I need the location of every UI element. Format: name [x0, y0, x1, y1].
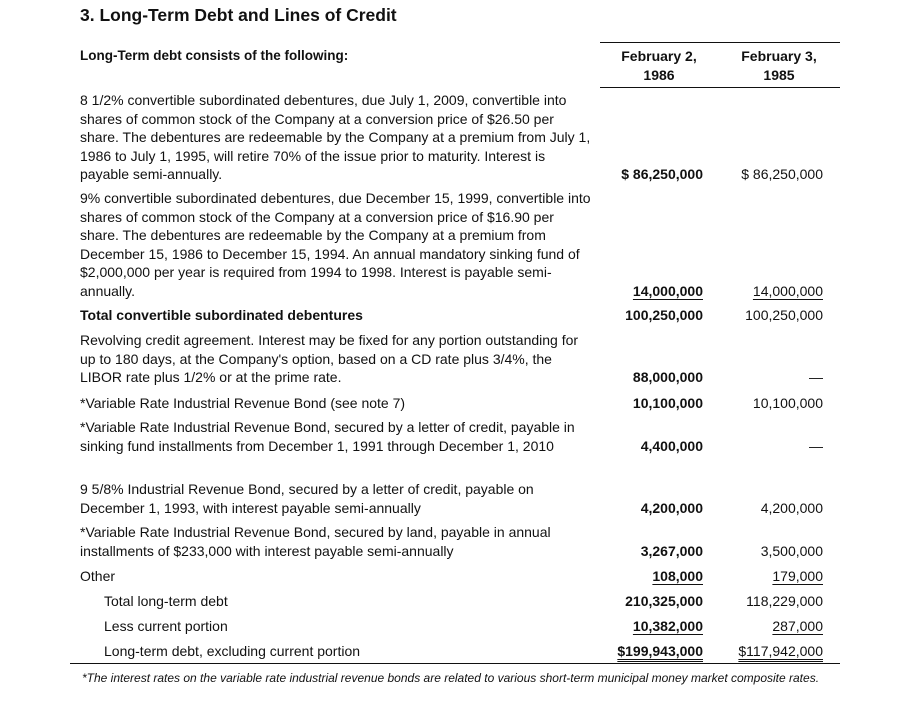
- value-1985: —: [809, 369, 823, 385]
- column-header-line: 1985: [763, 66, 795, 83]
- column-header-1986: [599, 47, 719, 84]
- value-1985: 4,200,000: [760, 499, 823, 516]
- section-title: 3. Long-Term Debt and Lines of Credit: [80, 5, 397, 25]
- value-1985: —: [809, 437, 823, 454]
- table-row: [80, 592, 840, 611]
- row-description: *Variable Rate Industrial Revenue Bond, secured by a letter of credit, payable in sinking fund installments from December 1, 1991 through December 1, 2010: [80, 419, 575, 454]
- value-1986: $ 86,250,000: [621, 166, 703, 182]
- row-description: Less current portion: [104, 618, 228, 634]
- value-1986: 88,000,000: [632, 369, 703, 385]
- column-header-line: February 2,: [621, 48, 697, 64]
- table-row: [80, 480, 840, 517]
- value-1986: 108,000: [652, 568, 703, 584]
- row-description: Other: [80, 568, 116, 584]
- value-1985: 118,229,000: [746, 593, 823, 609]
- row-description: Total long-term debt: [104, 593, 228, 609]
- row-description: 9% convertible subordinated debentures, due December 15, 1999, convertible into shares of common stock of the Company at a conversion price of $16.90 per share. The debentures are redeemable by the Company at a premium from December 15, 1986 to December 15, 1994. An annual mandatory sinking fund of $2,000,000 per year is required from 1994 to 1998. Interest is payable semi-annually.: [80, 190, 591, 299]
- value-1986: 100,250,000: [625, 307, 703, 323]
- value-1986: 10,382,000: [632, 618, 703, 634]
- table-row: [80, 331, 840, 387]
- value-1985: $ 86,250,000: [741, 166, 823, 182]
- row-description: 8 1/2% convertible subordinated debentures, due July 1, 2009, convertible into shares of common stock of the Company at a conversion price of $26.50 per share. The debentures are redeemable by the Company at a premium from July 1, 1986 to July 1, 1995, will retire 70% of the issue prior to maturity. Interest is payable semi-annually.: [80, 92, 591, 182]
- table-row: [80, 306, 840, 325]
- table-row: [80, 91, 840, 184]
- value-1985: 179,000: [772, 568, 823, 584]
- table-row: [80, 394, 840, 413]
- table-row: [80, 418, 840, 455]
- value-1985: 3,500,000: [760, 542, 823, 559]
- table-row: [80, 642, 840, 661]
- value-1985: 287,000: [772, 618, 823, 634]
- row-description: *Variable Rate Industrial Revenue Bond (see note 7): [80, 395, 406, 411]
- value-1985: 100,250,000: [745, 307, 823, 323]
- value-1986: $199,943,000: [617, 643, 703, 659]
- value-1986: 3,267,000: [640, 542, 703, 559]
- value-1986: 4,200,000: [640, 499, 703, 516]
- table-row: [80, 523, 840, 560]
- footnote: *The interest rates on the variable rate industrial revenue bonds are related to various short-term municipal money market composite rates.: [82, 671, 820, 685]
- table-row: [80, 617, 840, 636]
- column-header-line: 1986: [643, 66, 675, 83]
- row-description: Total convertible subordinated debentures: [80, 307, 363, 323]
- value-1986: 4,400,000: [640, 437, 703, 454]
- value-1986: 10,100,000: [632, 395, 703, 411]
- table-subheading: Long-Term debt consists of the following:: [80, 48, 349, 63]
- value-1985: 14,000,000: [752, 282, 823, 299]
- table-row: [80, 189, 840, 300]
- header-bottom-rule: [600, 87, 840, 88]
- row-description: 9 5/8% Industrial Revenue Bond, secured by a letter of credit, payable on December 1, 1993, with interest payable semi-annually: [80, 481, 534, 516]
- value-1985: $117,942,000: [738, 643, 823, 659]
- column-header-line: February 3,: [741, 48, 817, 64]
- column-header-1985: [719, 47, 839, 84]
- table-bottom-rule: [70, 663, 840, 664]
- value-1985: 10,100,000: [752, 395, 823, 411]
- table-row: [80, 567, 840, 586]
- value-1986: 210,325,000: [625, 593, 703, 609]
- value-1986: 14,000,000: [632, 282, 703, 299]
- row-description: *Variable Rate Industrial Revenue Bond, secured by land, payable in annual installments of $233,000 with interest payable semi-annually: [80, 524, 551, 559]
- header-top-rule: [600, 42, 840, 43]
- row-description: Revolving credit agreement. Interest may be fixed for any portion outstanding for up to 180 days, at the Company's option, based on a CD rate plus 3/4%, the LIBOR rate plus 1/2% or at the prime rate.: [80, 332, 579, 385]
- row-description: Long-term debt, excluding current portion: [104, 643, 361, 659]
